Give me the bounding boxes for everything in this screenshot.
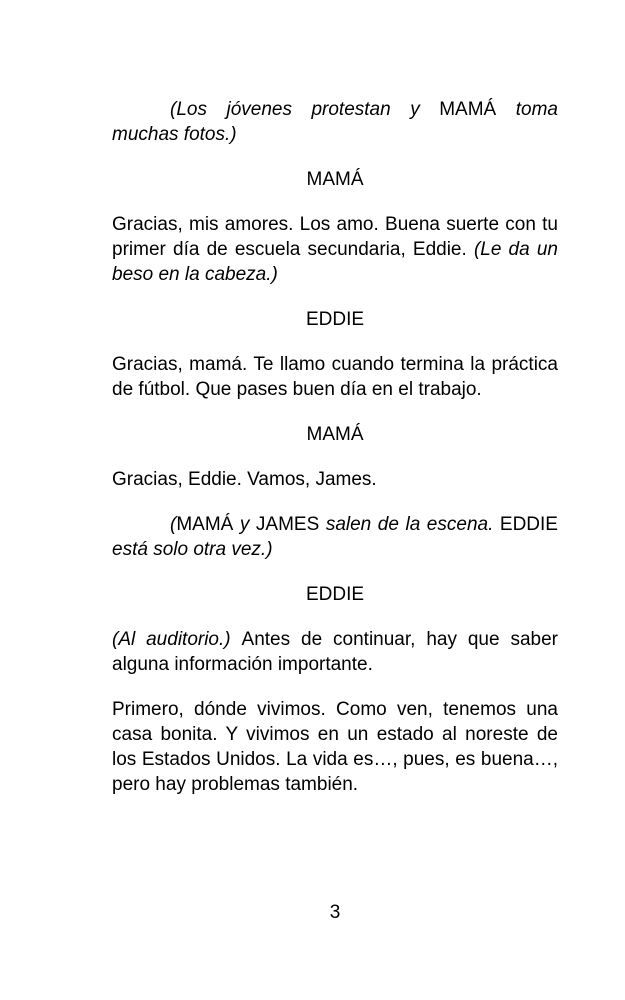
character-name: EDDIE xyxy=(305,309,365,330)
character-name: MAMÁ xyxy=(306,169,364,190)
stage-direction xyxy=(112,97,558,147)
dialogue-text: Gracias, mis amores. Los amo. Buena suerte con tu primer día de escuela secundaria, Eddie. xyxy=(112,214,558,260)
dialogue-line xyxy=(112,352,558,402)
character-heading xyxy=(112,167,558,192)
character-mention: JAMES xyxy=(255,514,320,535)
script-page xyxy=(112,97,558,817)
character-heading xyxy=(112,422,558,447)
page-number: 3 xyxy=(329,902,341,923)
dialogue-text: Gracias, mamá. Te llamo cuando termina la práctica de fútbol. Que pases buen día en el trabajo. xyxy=(112,354,558,400)
dialogue-line xyxy=(112,212,558,287)
dialogue-text: Antes de continuar, hay que saber alguna información importante. xyxy=(112,629,558,675)
inline-direction: (Le da un beso en la cabeza.) xyxy=(112,239,558,285)
dialogue-text: Gracias, Eddie. Vamos, James. xyxy=(112,469,377,490)
character-heading xyxy=(112,582,558,607)
dialogue-line xyxy=(112,627,558,677)
direction-text: está solo otra vez.) xyxy=(112,539,273,560)
character-mention: MAMÁ xyxy=(439,99,497,120)
dialogue-text: Primero, dónde vivimos. Como ven, tenemos una casa bonita. Y vivimos en un estado al noreste de los Estados Unidos. La vida es…, pues, es buena…, pero hay problemas también. xyxy=(112,699,558,795)
character-name: EDDIE xyxy=(305,584,365,605)
character-name: MAMÁ xyxy=(306,424,364,445)
character-mention: MAMÁ xyxy=(176,514,234,535)
direction-text: y xyxy=(233,514,256,535)
character-mention: EDDIE xyxy=(499,514,558,535)
dialogue-line xyxy=(112,697,558,797)
stage-direction xyxy=(112,512,558,562)
inline-direction: (Al auditorio.) xyxy=(112,629,242,650)
direction-text: (Los jóvenes protestan y xyxy=(170,99,440,120)
dialogue-line xyxy=(112,467,558,492)
direction-text: salen de la escena. xyxy=(319,514,500,535)
character-heading xyxy=(112,307,558,332)
direction-text: toma muchas fotos.) xyxy=(112,99,558,145)
direction-text: ( xyxy=(170,514,177,535)
